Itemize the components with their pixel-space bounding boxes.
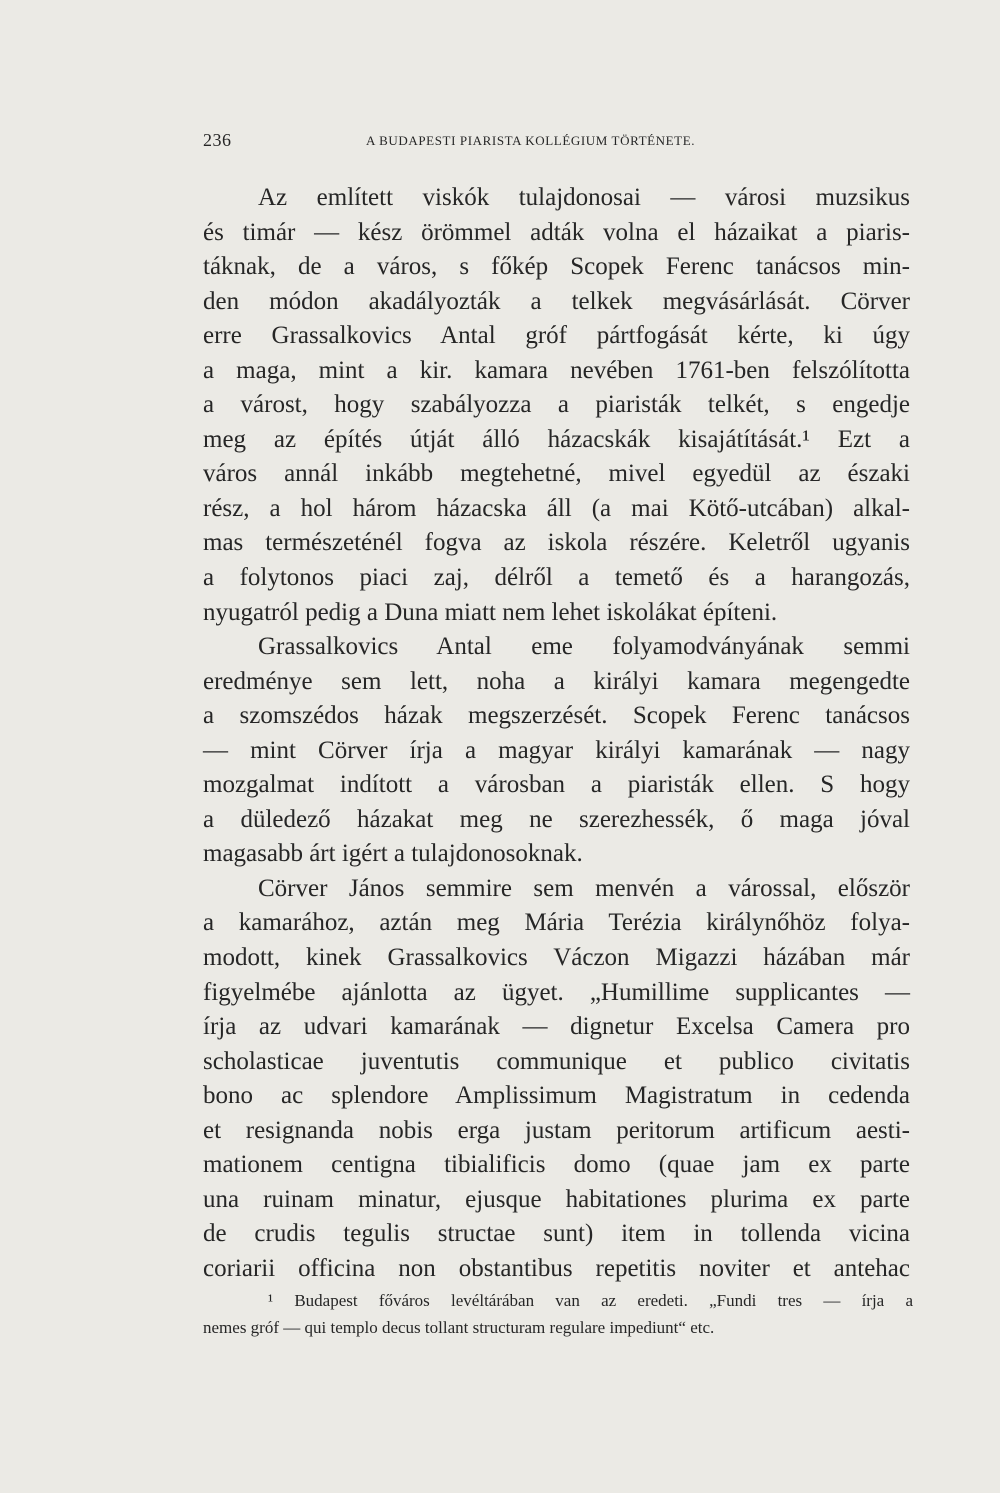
text-line: bono ac splendore Amplissimum Magistratum in cedenda bbox=[203, 1082, 910, 1110]
text-line: meg az építés útját álló házacskák kisajátítását.¹ Ezt a bbox=[203, 425, 910, 453]
text-line: coriarii officina non obstantibus repetitis noviter et antehac bbox=[203, 1254, 910, 1282]
running-title: A BUDAPESTI PIARISTA KOLLÉGIUM TÖRTÉNETE. bbox=[366, 133, 696, 148]
footnote bbox=[203, 1287, 913, 1341]
footnote-line: nemes gróf — qui templo decus tollant structuram regulare impediunt“ etc. bbox=[203, 1318, 715, 1337]
text-line: modott, kinek Grassalkovics Váczon Migazzi házában már bbox=[203, 944, 910, 972]
text-line: una ruinam minatur, ejusque habitationes plurima ex parte bbox=[203, 1185, 910, 1213]
text-line: Cörver János semmire sem menvén a várossal, először bbox=[258, 874, 910, 902]
text-line: figyelmébe ajánlotta az ügyet. „Humillime supplicantes — bbox=[203, 978, 910, 1006]
text-line: a várost, hogy szabályozza a piaristák telkét, s engedje bbox=[203, 391, 910, 419]
text-line: eredménye sem lett, noha a királyi kamara megengedte bbox=[203, 667, 910, 695]
text-line: nyugatról pedig a Duna miatt nem lehet iskolákat építeni. bbox=[203, 598, 778, 626]
text-line: scholasticae juventutis communique et publico civitatis bbox=[203, 1047, 910, 1075]
text-line: Az említett viskók tulajdonosai — városi muzsikus bbox=[258, 184, 910, 211]
text-line: a düledező házakat meg ne szerezhessék, ő maga jóval bbox=[203, 805, 910, 833]
page-number: 236 bbox=[203, 130, 232, 150]
text-line: táknak, de a város, s főkép Scopek Ferenc tanácsos min- bbox=[203, 253, 910, 281]
text-line: mas természeténél fogva az iskola részére. Keletről ugyanis bbox=[203, 529, 910, 557]
footnote-line: ¹ Budapest főváros levéltárában van az eredeti. „Fundi tres — írja a bbox=[268, 1291, 913, 1310]
text-line: a kamarához, aztán meg Mária Terézia királynőhöz folya- bbox=[203, 909, 910, 937]
text-line: mationem centigna tibialificis domo (quae jam ex parte bbox=[203, 1151, 910, 1179]
text-line: a maga, mint a kir. kamara nevében 1761-ben felszólította bbox=[203, 356, 910, 384]
text-line: — mint Cörver írja a magyar királyi kamarának — nagy bbox=[203, 736, 910, 764]
text-line: és timár — kész örömmel adták volna el házaikat a piaris- bbox=[203, 218, 910, 246]
text-line: írja az udvari kamarának — dignetur Excelsa Camera pro bbox=[203, 1013, 910, 1041]
text-line: magasabb árt igért a tulajdonosoknak. bbox=[203, 840, 583, 868]
text-line: város annál inkább megtehetné, mivel egyedül az északi bbox=[203, 460, 910, 488]
text-line: rész, a hol három házacska áll (a mai Kötő-utcában) alkal- bbox=[203, 494, 910, 522]
text-line: Grassalkovics Antal eme folyamodványának semmi bbox=[258, 633, 910, 661]
text-line: et resignanda nobis erga justam peritorum artificum aesti- bbox=[203, 1116, 910, 1144]
main-text bbox=[203, 181, 910, 1287]
running-head bbox=[203, 130, 913, 154]
text-line: mozgalmat indított a városban a piaristák ellen. S hogy bbox=[203, 771, 910, 799]
text-line: de crudis tegulis structae sunt) item in tollenda vicina bbox=[203, 1220, 910, 1248]
text-line: a szomszédos házak megszerzését. Scopek Ferenc tanácsos bbox=[203, 702, 910, 730]
text-line: erre Grassalkovics Antal gróf pártfogását kérte, ki úgy bbox=[203, 322, 910, 350]
text-line: den módon akadályozták a telkek megvásárlását. Cörver bbox=[203, 287, 910, 315]
text-line: a folytonos piaci zaj, délről a temető és a harangozás, bbox=[203, 564, 910, 592]
